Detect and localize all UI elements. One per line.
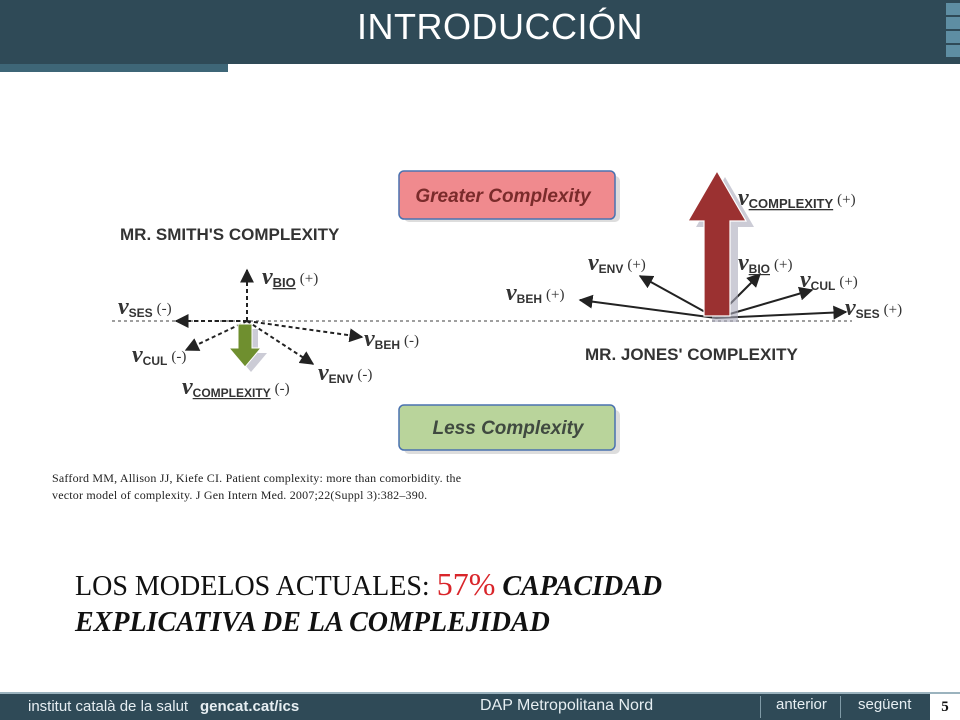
statement-prefix: LOS MODELOS ACTUALES: — [75, 571, 437, 602]
statement-emphasis-1: CAPACIDAD — [495, 571, 663, 602]
smith-label-cul: $v_{CUL}$ (-) — [132, 342, 187, 368]
less-complexity-label: Less Complexity — [432, 418, 584, 439]
header-bar — [0, 0, 960, 64]
complexity-vector-figure — [0, 150, 960, 480]
footer-separator — [840, 696, 841, 718]
statement-emphasis-2: EXPLICATIVA DE LA COMPLEJIDAD — [75, 607, 550, 638]
main-statement — [75, 566, 835, 641]
jones-label-cul: $v_{CUL}$ (+) — [800, 267, 858, 293]
next-button[interactable]: següent — [858, 696, 912, 713]
page-title: INTRODUCCIÓN — [357, 6, 643, 47]
jones-label-bio: $v_{BIO}$ (+) — [738, 250, 793, 276]
jones-label-ses: $v_{SES}$ (+) — [845, 295, 903, 321]
smith-label-bio: vBIO (+) — [262, 264, 319, 290]
greater-complexity-box — [399, 171, 620, 222]
decor-square — [946, 17, 960, 29]
smith-label-beh: $v_{BEH}$ (-) — [364, 326, 419, 352]
smith-title: MR. SMITH'S COMPLEXITY — [120, 225, 340, 244]
jones-title: MR. JONES' COMPLEXITY — [585, 345, 798, 364]
footer-separator — [760, 696, 761, 718]
previous-button[interactable]: anterior — [776, 696, 827, 713]
page-number: 5 — [930, 694, 960, 720]
jones-label-env: $v_{ENV}$ (+) — [588, 250, 646, 276]
smith-label-ses: $v_{SES}$ (-) — [118, 294, 172, 320]
jones-label-beh: $v_{BEH}$ (+) — [506, 280, 565, 306]
decor-square — [946, 45, 960, 57]
statement-percent: 57% — [436, 566, 496, 602]
jones-vector-beh — [580, 300, 716, 318]
citation-line-1: Safford MM, Allison JJ, Kiefe CI. Patient complexity: more than comorbidity. the — [52, 471, 462, 485]
footer-website-link[interactable]: gencat.cat/ics — [200, 698, 300, 715]
smith-label-env: $v_{ENV}$ (-) — [318, 360, 373, 386]
header-accent-bar — [0, 64, 228, 72]
citation — [52, 470, 522, 504]
footer-bar — [0, 694, 960, 720]
smith-vector-beh — [247, 321, 362, 337]
jones-label-complexity: vCOMPLEXITY (+) — [738, 185, 856, 211]
citation-line-2: vector model of complexity. J Gen Intern Med. 2007;22(Suppl 3):382–390. — [52, 488, 428, 502]
smith-label-complexity: $v_{COMPLEXITY}$ (-) — [182, 374, 290, 400]
footer-institution: institut català de la salut — [28, 698, 189, 715]
decor-square — [946, 31, 960, 43]
less-complexity-box — [399, 405, 620, 454]
decor-square — [946, 3, 960, 15]
greater-complexity-label: Greater Complexity — [415, 186, 591, 207]
footer-organization: DAP Metropolitana Nord — [480, 697, 654, 714]
